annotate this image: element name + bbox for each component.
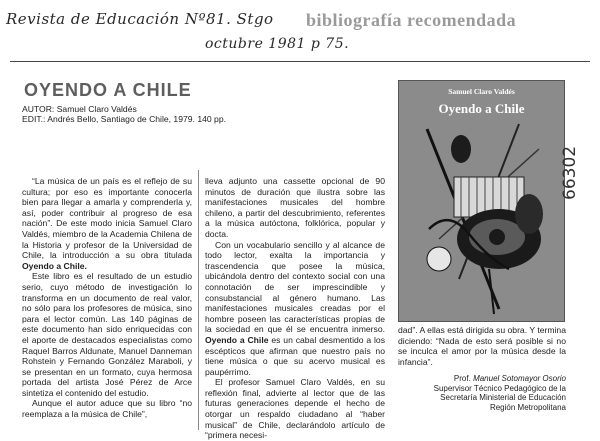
col1-paragraph-3: Aunque el autor aduce que su libro “no reemplaza a la música de Chile”,: [22, 398, 192, 420]
col2-bold-title: Oyendo a Chile: [205, 334, 269, 345]
signature-title-3: Región Metropolitana: [489, 402, 566, 412]
col2-paragraph-3: El profesor Samuel Claro Valdés, en su reflexión final, advierte al lector que de las futuras generaciones depende el hecho de otorgar un respaldo ciudadano al “haber musical” de Chile, declarándolo artículo de “primera necesi-: [205, 377, 385, 441]
signature-title-2: Secretaría Ministerial de Educación: [440, 393, 566, 403]
article-title: OYENDO A CHILE: [24, 80, 192, 100]
col2-paragraph-1: lleva adjunto una cassette opcional de 90 minutos de duración que ilustra sobre las manifestaciones musicales del hombre chileno, a partir del descubrimiento, referentes a la música autóctona, folklórica, popular y docta.: [205, 176, 385, 239]
signature-name: Prof. Manuel Sotomayor Osorio: [453, 374, 566, 383]
handwritten-annotation-1: Revista de Educación Nº81. Stgo: [6, 10, 274, 28]
col1-paragraph-2: Este libro es el resultado de un estudio serio, cuyo método de investigación lo transforma en un documento de real valor, no sólo para los profesores de música, sino para el lector común. Las 140 páginas de este documento han sido enriquecidas con el aporte de destacados especialistas como Raquel Barros Aldunate, Manuel Danneman Rohstein y Fernando González Maraboli, y se presentan en un formato, cuya hermosa portada del artista José Pérez de Arce sintetiza el contenido del estudio.: [22, 271, 192, 398]
column-1: [22, 176, 192, 434]
column-3: [398, 325, 566, 365]
cover-illustration: [399, 119, 564, 319]
author-line: AUTOR: Samuel Claro Valdés: [22, 104, 137, 114]
col1-paragraph-1: “La música de un país es el reflejo de su cultura; por eso es importante conocerla bien para llegar a amarla y comprenderla y, así, poder contribuir al progreso de esa nación”. De este modo inicia Samuel Claro Valdés, miembro de la Academia Chilena de la Historia y profesor de la Universidad de Chile, la introducción a su obra titulada Oyendo a Chile.: [22, 176, 192, 271]
signature-title-1: Supervisor Técnico Pedagógico de la: [433, 383, 566, 393]
column-rule-1: [198, 170, 199, 430]
column-2: [205, 176, 386, 441]
col1-bold-title: Oyendo a Chile.: [22, 260, 87, 271]
col3-paragraph-1: dad”. A ellas está dirigida su obra. Y termina diciendo: “Nada de esto será posible si no se inculca el amor por la música desde la infancia”.: [398, 325, 566, 367]
edition-line: EDIT.: Andrés Bello, Santiago de Chile, 1979. 140 pp.: [22, 114, 226, 124]
section-header: bibliografía recomendada: [306, 10, 517, 30]
col2-paragraph-2: Con un vocabulario sencillo y al alcance de todo lector, exalta la importancia y trascendencia que posee la música, ubicándola dentro del contexto social con una connotación de ser imprescindible y consubstancial al género humano. Las manifestaciones musicales creadas por el hombre poseen las características propias de la sociedad en que él se encuentra inmerso. Oyendo a Chile es un cabal desmentido a los escépticos que afirman que nuestro país no tiene música o que su acervo musical es paupérrimo.: [205, 239, 386, 377]
handwritten-annotation-2: octubre 1981 p 75.: [205, 36, 350, 52]
book-cover: [398, 80, 565, 322]
archive-stamp-number: 66302: [560, 145, 580, 200]
signature-block: [380, 374, 566, 412]
cover-author: Samuel Claro Valdés: [448, 87, 515, 96]
header-rule: [10, 61, 590, 62]
cover-title: Oyendo a Chile: [438, 101, 525, 116]
